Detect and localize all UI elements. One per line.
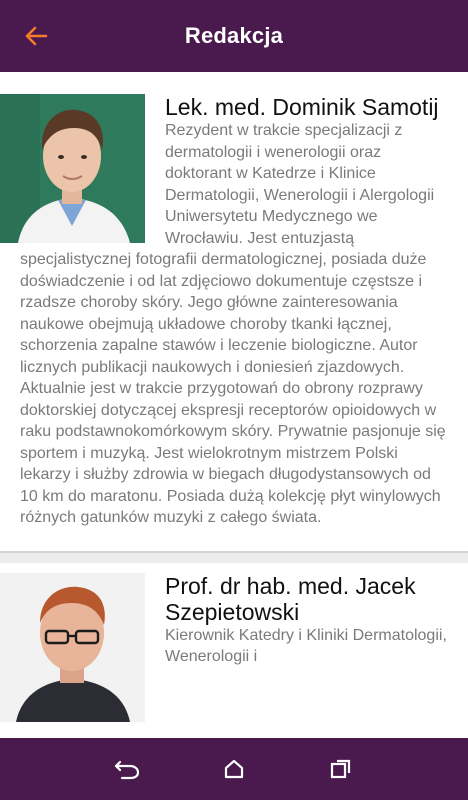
editor-card: [0, 563, 468, 668]
back-arrow-icon: [24, 26, 48, 46]
back-button[interactable]: [20, 20, 52, 52]
nav-back-icon: [114, 758, 140, 780]
nav-recents-icon: [330, 758, 352, 780]
editor-bio: Kierownik Katedry i Kliniki Dermatologii, Wenerologii i: [165, 626, 447, 665]
editor-card: [0, 72, 468, 551]
nav-back-button[interactable]: [107, 749, 147, 789]
nav-home-icon: [223, 758, 245, 780]
editor-photo: [0, 94, 145, 243]
page-title: Redakcja: [184, 23, 284, 48]
editor-bio: Rezydent w trakcie specjalizacji z dermatologii i wenerologii oraz doktorant w Katedrze i Klinice Dermatologii, Wenerologii i Alergologii Uniwersytetu Medycznego we Wrocławiu. Jest entuzjastą specjalistycznej fotografii dermatologicznej, posiada duże doświadczenie i od lat zdjęciowo dokumentuje częstsze i rzadsze choroby skóry. Jego główne zainteresowania naukowe obejmują układowe choroby tkanki łącznej, schorzenia zapalne stawów i leczenie biologiczne. Autor licznych publikacji naukowych i doniesień zjazdowych. Aktualnie jest w trakcie przygotowań do obrony rozprawy doktorskiej dotyczącej ekspresji receptorów opioidowych w raku podstawnokomórkowym skóry. Prywatnie pasjonuje się sportem i muzyką. Jest wielokrotnym mistrzem Polski lekarzy i służby zdrowia w biegach długodystansowych od 10 km do maratonu. Posiada dużą kolekcję płyt winylowych różnych gatunków muzyki z całego świata.: [20, 122, 446, 526]
nav-home-button[interactable]: [214, 749, 254, 789]
nav-recents-button[interactable]: [321, 749, 361, 789]
system-nav-bar: [0, 738, 468, 800]
editors-list[interactable]: [0, 72, 468, 738]
divider: [0, 551, 468, 563]
editor-name: Lek. med. Dominik Samotij: [165, 94, 439, 120]
editor-name: Prof. dr hab. med. Jacek Szepietowski: [165, 572, 416, 625]
app-bar: [0, 0, 468, 72]
editor-photo: [0, 573, 145, 722]
